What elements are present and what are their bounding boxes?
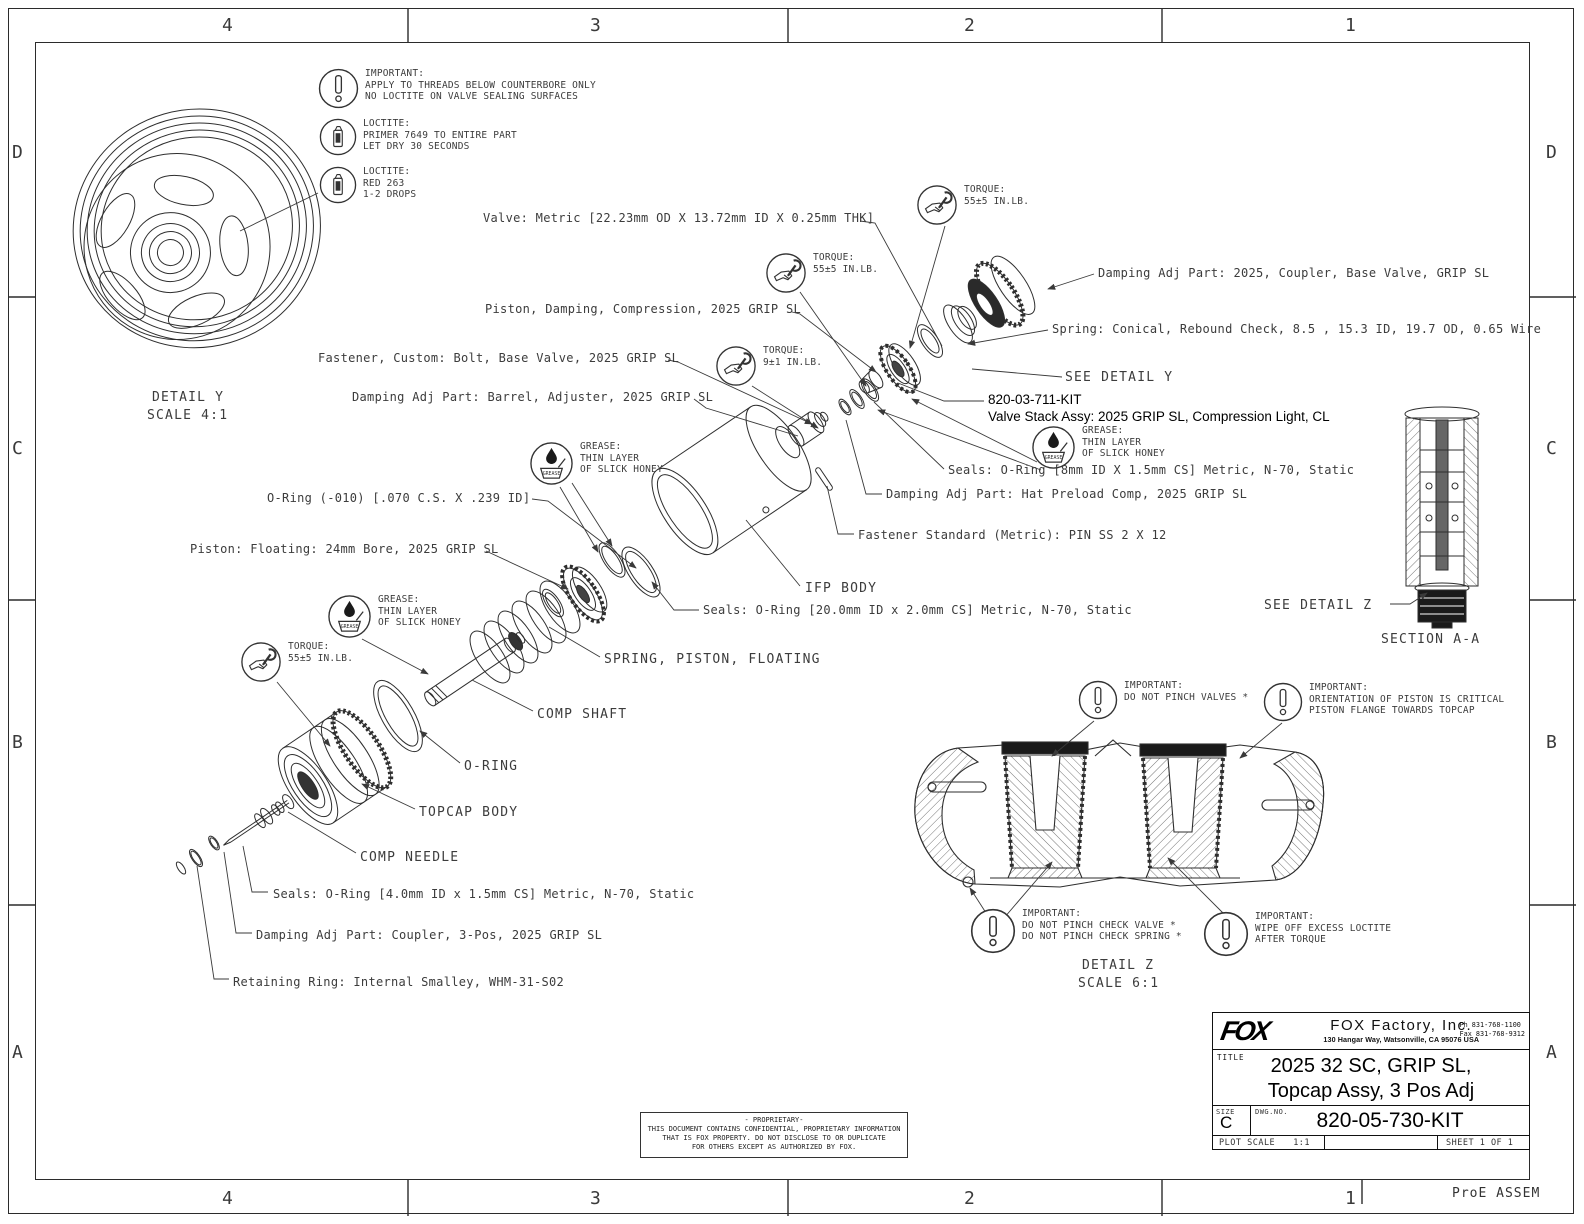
zone-row-d-right: D	[1546, 142, 1557, 163]
callout-fastener-bolt: Fastener, Custom: Bolt, Base Valve, 2025 GRIP SL	[318, 351, 680, 365]
exploded-parts-art	[175, 248, 1044, 875]
note-line: DO NOT PINCH CHECK SPRING *	[1022, 931, 1182, 942]
zone-row-a-right: A	[1546, 1042, 1557, 1063]
note-title: GREASE:	[1082, 425, 1124, 436]
detail-y-art	[45, 80, 349, 377]
callout-spring-conical: Spring: Conical, Rebound Check, 8.5 , 15.3 ID, 19.7 OD, 0.65 Wire	[1052, 322, 1542, 336]
zone-col-4-top: 4	[222, 15, 233, 36]
note-line: AFTER TORQUE	[1255, 934, 1327, 945]
note-title: TORQUE:	[964, 184, 1006, 195]
callout-piston-damping: Piston, Damping, Compression, 2025 GRIP SL	[485, 302, 802, 316]
svg-text:GREASE: GREASE	[340, 624, 359, 631]
callout-retaining-ring: Retaining Ring: Internal Smalley, WHM-31-S02	[233, 975, 565, 989]
callout-spring-piston-floating: SPRING, PISTON, FLOATING	[604, 652, 821, 667]
note-wipe-loctite	[1203, 911, 1391, 957]
drawing-title-line1: 2025 32 SC, GRIP SL,	[1270, 1055, 1472, 1077]
note-title: GREASE:	[580, 441, 622, 452]
note-loctite-red	[319, 166, 416, 204]
note-line: 9±1 IN.LB.	[763, 356, 823, 368]
note-title: LOCTITE:	[363, 118, 411, 129]
dwg-no-label: DWG.NO.	[1255, 1108, 1289, 1116]
callout-ifp-body: IFP BODY	[805, 581, 878, 596]
note-line: OF SLICK HONEY	[580, 464, 663, 475]
note-title: TORQUE:	[813, 252, 855, 263]
title-label: TITLE	[1217, 1053, 1245, 1062]
note-title: IMPORTANT:	[365, 68, 425, 79]
note-title: LOCTITE:	[363, 166, 411, 177]
loctite-tube-icon	[319, 118, 357, 156]
zone-col-3-top: 3	[590, 15, 601, 36]
zone-col-2-top: 2	[964, 15, 975, 36]
callout-valve: Valve: Metric [22.23mm OD X 13.72mm ID X 0.25mm THK]	[483, 211, 875, 225]
important-icon	[970, 908, 1016, 954]
note-no-pinch-valves	[1078, 680, 1248, 720]
title-block-title	[1213, 1050, 1529, 1106]
title-block-footer	[1213, 1136, 1529, 1149]
note-line: 55±5 IN.LB.	[964, 195, 1030, 207]
dwg-no-value: 820-05-730-KIT	[1316, 1109, 1464, 1132]
note-line: THIN LAYER	[580, 452, 640, 464]
note-line: PRIMER 7649 TO ENTIRE PART	[363, 129, 517, 141]
size-label: SIZE	[1216, 1108, 1235, 1116]
callout-barrel-adjuster: Damping Adj Part: Barrel, Adjuster, 2025 GRIP SL	[352, 390, 714, 404]
important-icon	[1203, 911, 1249, 957]
note-line: NO LOCTITE ON VALVE SEALING SURFACES	[365, 91, 579, 102]
important-icon	[1263, 682, 1303, 722]
note-line: DO NOT PINCH CHECK VALVE *	[1022, 919, 1176, 931]
callout-coupler-base-valve: Damping Adj Part: 2025, Coupler, Base Valve, GRIP SL	[1098, 266, 1490, 280]
callout-topcap-body: TOPCAP BODY	[419, 805, 519, 820]
plot-scale-value: 1:1	[1293, 1137, 1311, 1148]
plot-scale-label: PLOT SCALE	[1219, 1137, 1276, 1148]
grease-icon	[327, 594, 372, 639]
drawing-title-line2: Topcap Assy, 3 Pos Adj	[1267, 1080, 1475, 1102]
callout-comp-needle: COMP NEEDLE	[360, 850, 460, 865]
title-block	[1212, 1012, 1530, 1150]
sheet-info: SHEET 1 OF 1	[1437, 1136, 1529, 1149]
detail-z-art	[915, 740, 1324, 887]
size-value: C	[1220, 1113, 1233, 1132]
callout-piston-floating: Piston: Floating: 24mm Bore, 2025 GRIP SL	[190, 542, 499, 556]
note-grease-ifp	[529, 441, 663, 486]
note-title: TORQUE:	[288, 641, 330, 652]
company-name: FOX Factory, Inc.	[1330, 1017, 1473, 1035]
note-line: LET DRY 30 SECONDS	[363, 141, 470, 152]
title-block-header	[1213, 1013, 1529, 1050]
note-torque-55-valve	[916, 184, 1029, 226]
company-address: 130 Hangar Way, Watsonville, CA 95076 USA	[1323, 1034, 1480, 1044]
torque-wrench-icon	[916, 184, 958, 226]
note-line: 55±5 IN.LB.	[813, 263, 879, 275]
see-detail-z-label: SEE DETAIL Z	[1264, 598, 1373, 613]
note-line: RED 263	[363, 177, 405, 189]
title-block-dwg	[1213, 1106, 1529, 1136]
company-phone: Ph 831-768-1100	[1459, 1021, 1521, 1029]
callout-coupler-3pos: Damping Adj Part: Coupler, 3-Pos, 2025 GRIP SL	[256, 928, 603, 942]
zone-col-1-bottom: 1	[1345, 1188, 1356, 1209]
note-no-pinch-check	[970, 908, 1182, 954]
loctite-tube-icon	[319, 166, 357, 204]
proprietary-line: THAT IS FOX PROPERTY. DO NOT DISCLOSE TO OR DUPLICATE	[662, 1134, 886, 1142]
note-title: IMPORTANT:	[1255, 911, 1315, 922]
detail-y-scale: SCALE 4:1	[147, 408, 229, 423]
fox-logo: FOX	[1218, 1015, 1271, 1046]
zone-col-1-top: 1	[1345, 15, 1356, 36]
callout-pin-ss: Fastener Standard (Metric): PIN SS 2 X 12	[858, 528, 1167, 542]
note-title: GREASE:	[378, 594, 420, 605]
note-line: ORIENTATION OF PISTON IS CRITICAL	[1309, 693, 1505, 705]
callout-seals-20mm: Seals: O-Ring [20.0mm ID x 2.0mm CS] Metric, N-70, Static	[703, 603, 1132, 617]
zone-row-c-left: C	[12, 438, 23, 459]
note-line: 1-2 DROPS	[363, 189, 417, 200]
note-line: THIN LAYER	[1082, 436, 1142, 448]
zone-row-c-right: C	[1546, 438, 1557, 459]
zone-row-b-right: B	[1546, 732, 1557, 753]
zone-col-4-bottom: 4	[222, 1188, 233, 1209]
zone-row-a-left: A	[12, 1042, 23, 1063]
section-aa-art	[1405, 407, 1479, 628]
zone-col-2-bottom: 2	[964, 1188, 975, 1209]
proprietary-line: THIS DOCUMENT CONTAINS CONFIDENTIAL, PROPRIETARY INFORMATION	[647, 1125, 901, 1133]
note-line: OF SLICK HONEY	[378, 617, 461, 628]
note-line: 55±5 IN.LB.	[288, 652, 354, 664]
see-detail-y-label: SEE DETAIL Y	[1065, 370, 1174, 385]
zone-row-b-left: B	[12, 732, 23, 753]
note-line: DO NOT PINCH VALVES *	[1124, 691, 1249, 703]
note-title: IMPORTANT:	[1022, 908, 1082, 919]
callout-o-ring: O-RING	[464, 759, 519, 774]
proprietary-line: - PROPRIETARY-	[744, 1116, 804, 1124]
grease-icon	[529, 441, 574, 486]
callout-oring-010: O-Ring (-010) [.070 C.S. X .239 ID]	[267, 491, 531, 505]
note-torque-55-topcap	[240, 641, 353, 683]
callout-comp-shaft: COMP SHAFT	[537, 707, 628, 722]
note-line: PISTON FLANGE TOWARDS TOPCAP	[1309, 705, 1475, 716]
zone-row-d-left: D	[12, 142, 23, 163]
zone-col-3-bottom: 3	[590, 1188, 601, 1209]
note-line: APPLY TO THREADS BELOW COUNTERBORE ONLY	[365, 79, 596, 91]
note-line: OF SLICK HONEY	[1082, 448, 1165, 459]
note-title: IMPORTANT:	[1124, 680, 1184, 691]
important-icon	[318, 68, 359, 109]
detail-y-caption: DETAIL Y	[152, 390, 225, 405]
note-grease-shaft	[327, 594, 461, 639]
callout-seals-4mm: Seals: O-Ring [4.0mm ID x 1.5mm CS] Metric, N-70, Static	[273, 887, 695, 901]
note-title: IMPORTANT:	[1309, 682, 1369, 693]
proe-assem-note: ProE ASSEM	[1452, 1186, 1541, 1201]
note-line: THIN LAYER	[378, 605, 438, 617]
important-icon	[1078, 680, 1118, 720]
detail-z-caption: DETAIL Z	[1082, 958, 1155, 973]
kit-number: 820-03-711-KIT	[988, 392, 1082, 407]
torque-wrench-icon	[715, 345, 757, 387]
note-torque-9	[715, 345, 822, 387]
note-torque-55-piston	[765, 252, 878, 294]
callout-hat-preload: Damping Adj Part: Hat Preload Comp, 2025 GRIP SL	[886, 487, 1248, 501]
note-loctite-primer	[319, 118, 517, 156]
torque-wrench-icon	[240, 641, 282, 683]
note-apply-threads	[318, 68, 596, 109]
svg-text:GREASE: GREASE	[1044, 455, 1063, 462]
note-line: WIPE OFF EXCESS LOCTITE	[1255, 922, 1392, 934]
note-title: TORQUE:	[763, 345, 805, 356]
callout-seals-8mm: Seals: O-Ring [8mm ID X 1.5mm CS] Metric, N-70, Static	[948, 463, 1355, 477]
detail-z-scale: SCALE 6:1	[1078, 976, 1160, 991]
svg-text:GREASE: GREASE	[542, 471, 561, 478]
proprietary-notice	[640, 1112, 908, 1158]
proprietary-line: FOR OTHERS EXCEPT AS AUTHORIZED BY FOX.	[691, 1143, 857, 1151]
kit-description: Valve Stack Assy: 2025 GRIP SL, Compression Light, CL	[988, 409, 1330, 424]
section-aa-caption: SECTION A-A	[1381, 632, 1481, 647]
note-orientation	[1263, 682, 1504, 722]
torque-wrench-icon	[765, 252, 807, 294]
company-fax: Fax 831-768-9312	[1459, 1029, 1525, 1038]
